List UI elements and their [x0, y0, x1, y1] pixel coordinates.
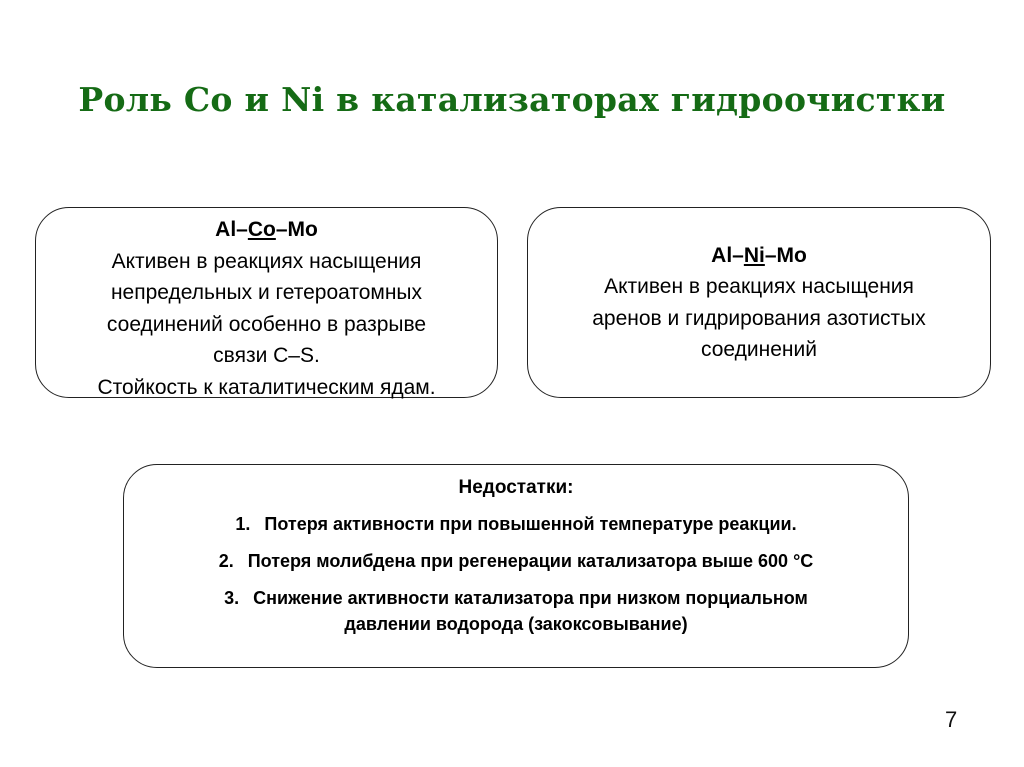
item-number: 2.: [218, 551, 234, 571]
co-catalyst-box: [35, 207, 498, 398]
formula-suffix: –Mo: [764, 243, 807, 267]
drawback-item: [235, 511, 796, 537]
ni-desc-line: соединений: [701, 338, 817, 361]
co-desc-line: связи C–S.: [213, 344, 320, 367]
co-desc-line: Активен в реакциях насыщения: [111, 249, 422, 273]
ni-catalyst-box: [527, 207, 991, 398]
slide-title: Роль Co и Ni в катализаторах гидроочистки: [78, 80, 946, 119]
drawbacks-heading: Недостатки:: [458, 477, 574, 498]
item-text: Потеря активности при повышенной температуре реакции.: [264, 514, 797, 534]
co-desc-line: Стойкость к каталитическим ядам.: [97, 375, 436, 399]
drawback-item: [219, 548, 814, 574]
item-number: 3.: [224, 588, 240, 608]
item-text-continuation: давлении водорода (закоксовывание): [344, 614, 688, 634]
item-text: Потеря молибдена при регенерации катализатора выше 600 °С: [247, 551, 814, 571]
item-text: Снижение активности катализатора при низком порциальном: [253, 588, 808, 608]
formula-prefix: Al–: [215, 218, 248, 241]
drawback-item: [224, 585, 808, 637]
ni-desc-line: аренов и гидрирования азотистых: [592, 306, 926, 330]
item-number: 1.: [235, 514, 251, 534]
page-number: 7: [945, 707, 958, 732]
formula-suffix: –Mo: [275, 218, 318, 241]
drawbacks-box: [123, 464, 909, 668]
formula-metal-ni: Ni: [743, 243, 765, 267]
formula-prefix: Al–: [711, 243, 744, 267]
ni-desc-line: Активен в реакциях насыщения: [604, 275, 914, 298]
co-formula: [215, 214, 318, 246]
co-desc-line: соединений особенно в разрыве: [106, 312, 427, 336]
ni-formula: [711, 240, 807, 272]
co-desc-line: непредельных и гетероатомных: [110, 281, 423, 304]
formula-metal-co: Co: [247, 218, 276, 241]
